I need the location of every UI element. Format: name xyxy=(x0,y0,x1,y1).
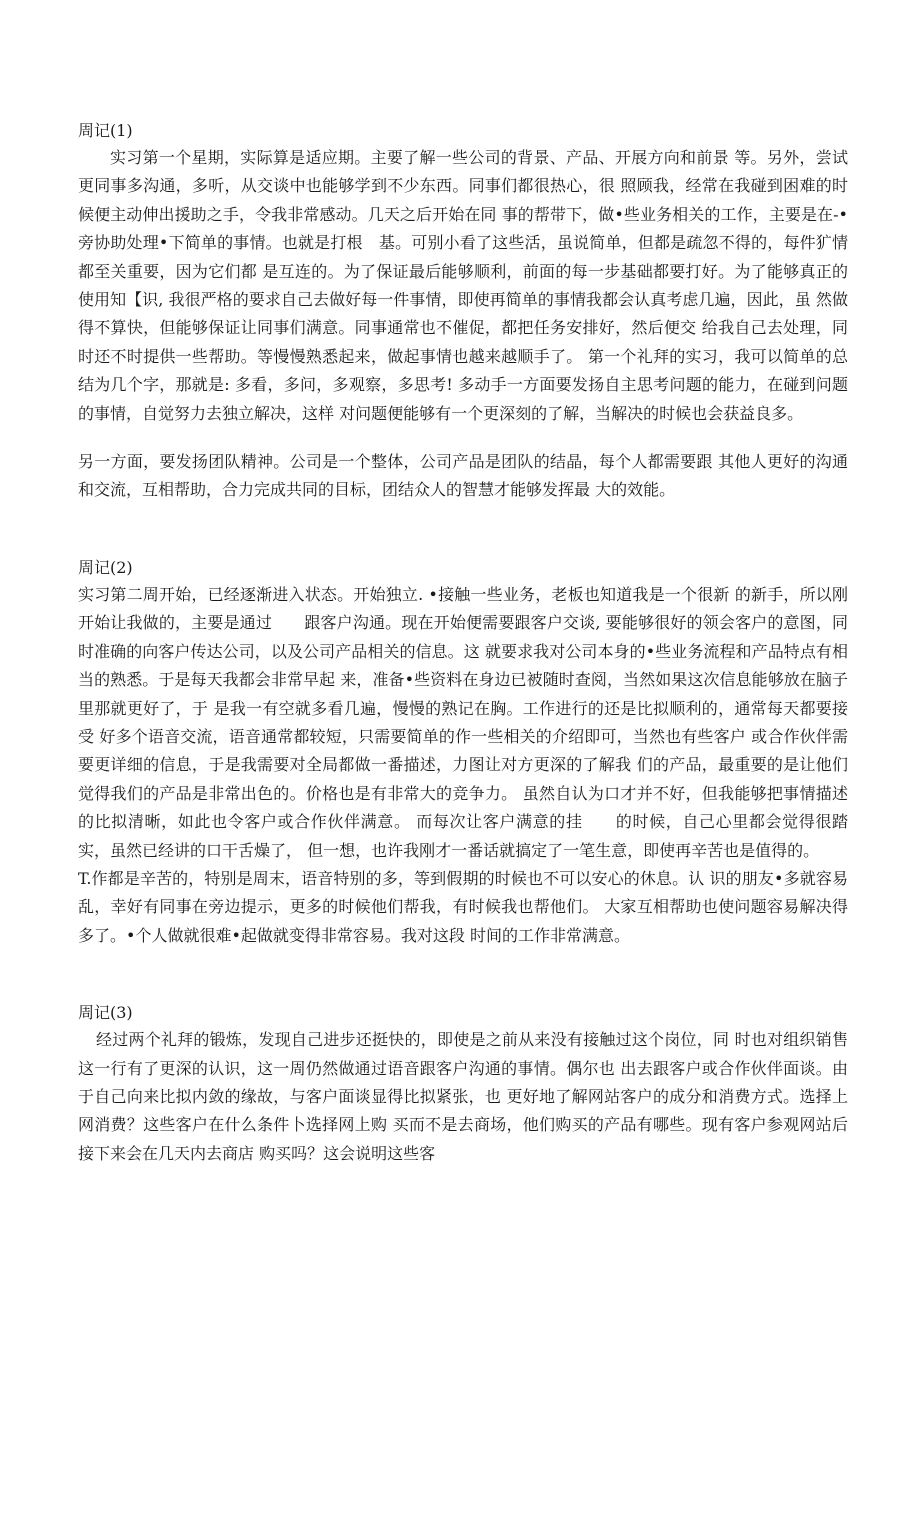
week-2-title: 周记(2) xyxy=(78,557,133,577)
week-1-title: 周记(1) xyxy=(78,121,133,140)
week-3-title: 周记(3) xyxy=(78,1003,133,1023)
week-2-section xyxy=(78,555,848,950)
week-2-paragraph-1: 实习第二周开始，已经逐渐进入状态。开始独立. •接触一些业务，老板也知道我是一个很新 的新手，所以刚开始让我做的，主要是通过 跟客户沟通。现在开始便需要跟客户交谈, 要能够很好的领会客户的意图，同时准确的向客户传达公司，以及公司产品相关的信息。这 就要求我对公司本身的•些业务流程和产品特点有相当的熟悉。于是每天我都会非常早起 来，准备•些资料在身边已被随时查阅，当然如果这次信息能够放在脑子里那就更好了，于 是我一有空就多看几遍，慢慢的熟记在胸。工作进行的还是比拟顺利的，通常每天都要接受 好多个语音交流，语音通常都较短，只需要简单的作一些相关的介绍即可，当然也有些客户 或合作伙伴需要更详细的信息，于是我需要对全局都做一番描述，力图让对方更深的了解我 们的产品，最重要的是让他们觉得我们的产品是非常出色的。价格也是有非常大的竞争力。 虽然自认为口才并不好，但我能够把事情描述的比拟清晰，如此也令客户或合作伙伴满意。 而每次让客户满意的挂 的时候，自己心里都会觉得很踏实，虽然已经讲的口干舌燥了， 但一想，也许我刚才一番话就搞定了一笔生意，即使再辛苦也是值得的。 xyxy=(78,584,848,860)
week-1-paragraph-1: 实习第一个星期，实际算是适应期。主要了解一些公司的背景、产品、开展方向和前景 等。另外，尝试更同事多沟通，多听，从交谈中也能够学到不少东西。同事们都很热心，很 照顾我，经常在我碰到困难的时候便主动伸出援助之手，令我非常感动。几天之后开始在同 事的帮带下，做•些业务相关的工作，主要是在-•旁协助处理•下简单的事情。也就是打根 基。可别小看了这些活，虽说简单，但都是疏忽不得的，每件犷情都至关重要，因为它们都 是互连的。为了保证最后能够顺利，前面的每一步基础都要打好。为了能够真正的使用知【识, 我很严格的要求自己去做好每一件事情，即使再简单的事情我都会认真考虑几遍，因此，虽 然做得不算快，但能够保证让同事们满意。同事通常也不催促，都把任务安排好，然后便交 给我自己去处理，同时还不时提供一些帮助。等慢慢熟悉起来，做起事情也越来越顺手了。 第一个礼拜的实习，我可以简单的总结为几个字，那就是: 多看，多问，多观察，多思考! 多动手一方面要发扬自主思考问题的能力，在碰到问题的事情，自觉努力去独立解决，这样 对问题便能够有一个更深刻的了解，当解决的时候也会获益良多。 xyxy=(78,148,848,423)
week-3-section xyxy=(78,1000,848,1168)
document-page xyxy=(78,118,848,1168)
week-1-section xyxy=(78,118,848,505)
week-2-paragraph-2: T.作都是辛苦的，特别是周末，语音特别的多，等到假期的时候也不可以安心的休息。认 识的朋友•多就容易乱，幸好有同事在旁边提示，更多的时候他们帮我，有时候我也帮他们。 大家互相帮助也使问题容易解决得多了。•个人做就很难•起做就变得非常容易。我对这段 时间的工作非常满意。 xyxy=(78,868,848,945)
week-3-paragraph-1: 经过两个礼拜的锻炼，发现自己进步还挺快的，即使是之前从来没有接触过这个岗位，同 时也对组织销售这一行有了更深的认识，这一周仍然做通过语音跟客户沟通的事情。偶尔也 出去跟客户或合作伙伴面谈。由于自己向来比拟内敛的缘故，与客户面谈显得比拟紧张，也 更好地了解网站客户的成分和消费方式。选择上网消费？这些客户在什么条件卜选择网上购 买而不是去商场，他们购买的产品有哪些。现有客户参观网站后接下来会在几天内去商店 购买吗？这会说明这些客 xyxy=(78,1030,848,1163)
week-1-paragraph-2: 另一方面，要发扬团队精神。公司是一个整体，公司产品是团队的结晶，每个人都需要跟 其他人更好的沟通和交流，互相帮助，合力完成共同的目标，团结众人的智慧才能够发挥最 大的效能。 xyxy=(78,452,848,500)
